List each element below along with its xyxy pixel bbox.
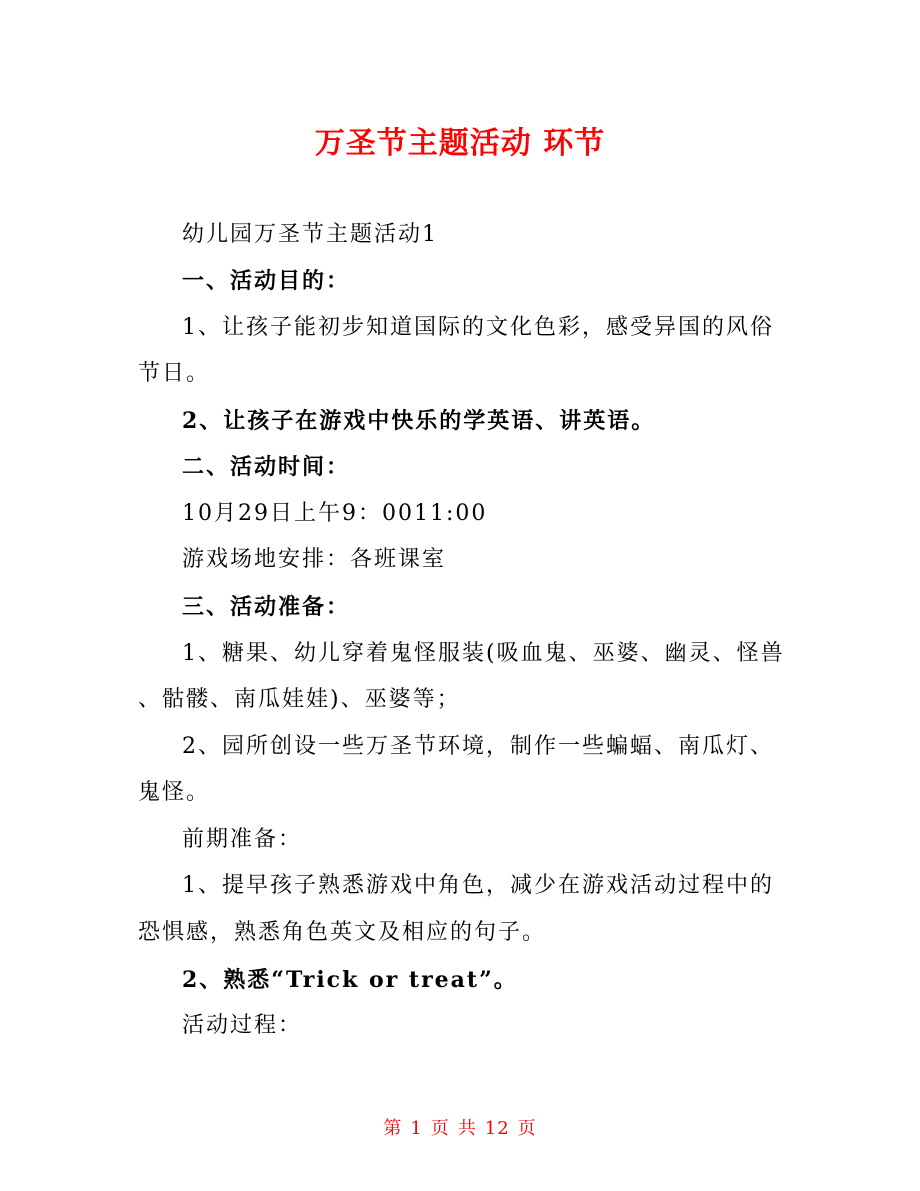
paragraph-continuation: 恐惧感，熟悉角色英文及相应的句子。: [138, 920, 547, 945]
paragraph: 2、园所创设一些万圣节环境，制作一些蝙蝠、南瓜灯、: [182, 734, 774, 759]
paragraph: 1、糖果、幼儿穿着鬼怪服装(吸血鬼、巫婆、幽灵、怪兽: [182, 641, 785, 666]
footer-total-pages: 12: [484, 1118, 510, 1139]
section-heading: 二、活动时间：: [182, 454, 351, 480]
paragraph-continuation: 、骷髅、南瓜娃娃)、巫婆等；: [138, 687, 461, 712]
paragraph-continuation: 节日。: [138, 361, 211, 386]
footer-current-page: 1: [410, 1118, 423, 1139]
section-heading: 一、活动目的：: [182, 268, 351, 294]
paragraph: 前期准备：: [182, 827, 303, 852]
paragraph: 活动过程：: [182, 1013, 303, 1038]
page-footer: [0, 1114, 920, 1140]
footer-prefix: 第: [383, 1118, 403, 1139]
paragraph-bold: 2、让孩子在游戏中快乐的学英语、讲英语。: [182, 408, 656, 434]
paragraph: 1、让孩子能初步知道国际的文化色彩，感受异国的风俗: [182, 315, 774, 340]
paragraph: 10月29日上午9：0011:00: [182, 501, 488, 526]
paragraph: 幼儿园万圣节主题活动1: [182, 222, 438, 247]
document-title: 万圣节主题活动 环节: [314, 126, 606, 161]
section-heading: 三、活动准备：: [182, 594, 351, 620]
paragraph-continuation: 鬼怪。: [138, 780, 211, 805]
paragraph: 游戏场地安排：各班课室: [182, 547, 447, 572]
paragraph: 1、提早孩子熟悉游戏中角色，减少在游戏活动过程中的: [182, 873, 774, 898]
paragraph-bold: 2、熟悉“Trick or treat”。: [182, 967, 518, 993]
footer-page-unit: 页: [430, 1118, 450, 1139]
footer-total-unit: 页: [517, 1118, 537, 1139]
footer-total-prefix: 共: [457, 1118, 477, 1139]
